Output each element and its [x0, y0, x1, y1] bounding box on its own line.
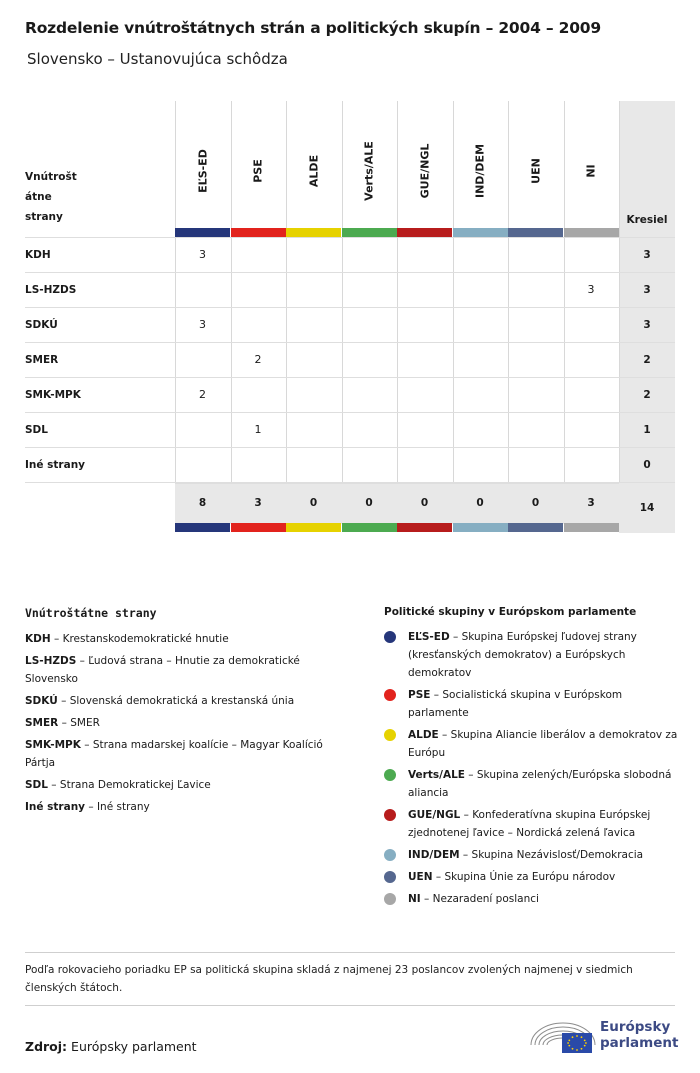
table-row: [25, 237, 675, 273]
table-row: [25, 447, 675, 483]
group-legend-abbr: ALDE: [408, 729, 439, 741]
party-legend-name: Strana madarskej koalície – Magyar Koalíció Pártja: [25, 739, 323, 769]
party-legend-abbr: SMK-MPK: [25, 739, 81, 751]
source-value: Európsky parlament: [71, 1039, 197, 1054]
group-legend-abbr: IND/DEM: [408, 849, 460, 861]
divider-top: [25, 952, 675, 953]
party-legend-name: Slovenská demokratická a krestanská únia: [69, 695, 295, 707]
group-color-bar: [175, 228, 230, 237]
party-legend-item: LS-HZDS – Ľudová strana – Hnutie za demokratické Slovensko: [25, 655, 300, 685]
party-legend-name: Krestanskodemokratické hnutie: [62, 633, 229, 645]
party-label: SDKÚ: [25, 319, 58, 331]
group-total: 0: [420, 497, 429, 509]
party-legend-abbr: SDKÚ: [25, 695, 58, 707]
group-color-bar-bottom: [175, 523, 230, 532]
group-total: 3: [587, 497, 595, 509]
party-legend-item: SMK-MPK – Strana madarskej koalície – Magyar Koalíció Pártja: [25, 739, 323, 769]
group-legend-item: Verts/ALE – Skupina zelených/Európska slobodná aliancia: [384, 766, 679, 802]
group-total: 3: [254, 497, 262, 509]
seat-distribution-table: [25, 101, 675, 533]
group-legend-abbr: PSE: [408, 689, 431, 701]
group-legend-item: UEN – Skupina Únie za Európu národov: [384, 868, 679, 886]
group-total: 8: [198, 497, 207, 509]
political-groups-legend: [384, 606, 679, 912]
group-legend-name: Skupina Únie za Európu národov: [444, 871, 616, 883]
row-total: 2: [643, 389, 651, 401]
group-color-bar-bottom: [508, 523, 563, 532]
group-legend-abbr: GUE/NGL: [408, 809, 461, 821]
party-legend-item: SMER – SMER: [25, 717, 100, 729]
party-label: LS-HZDS: [25, 284, 77, 296]
table-row: [25, 307, 675, 343]
group-color-bar: [286, 228, 341, 237]
party-legend-abbr: Iné strany: [25, 801, 86, 813]
table-row: [25, 377, 675, 413]
party-legend-abbr: SDL: [25, 779, 48, 791]
party-legend-item: KDH – Krestanskodemokratické hnutie: [25, 633, 229, 645]
party-legend-item: SDKÚ – Slovenská demokratická a krestanská únia: [25, 695, 295, 707]
party-label: SDL: [25, 424, 48, 436]
group-legend-item: NI – Nezaradení poslanci: [384, 890, 679, 908]
group-legend-name: Socialistická skupina v Európskom parlamente: [408, 689, 623, 719]
group-column-label: Verts/ALE: [362, 141, 376, 201]
group-legend-item: EĽS-ED – Skupina Európskej ľudovej strany (kresťanských demokratov) a Európskych demokratov: [384, 628, 679, 682]
party-label: KDH: [25, 249, 51, 261]
group-column-header: [175, 101, 230, 229]
row-header-title: Vnútrošt átne strany: [25, 171, 77, 223]
group-color-dot: [384, 729, 396, 741]
group-legend-abbr: Verts/ALE: [408, 769, 465, 781]
table-row: [25, 272, 675, 308]
group-legend-item: IND/DEM – Skupina Nezávislosť/Demokracia: [384, 846, 679, 864]
page-subtitle: Slovensko – Ustanovujúca schôdza: [27, 50, 288, 68]
group-column-header: [286, 101, 341, 229]
group-column-label: EĽS-ED: [196, 149, 209, 193]
group-legend-name: Nezaradení poslanci: [432, 893, 539, 905]
party-legend-name: Strana Demokratickej Ľavice: [59, 779, 211, 791]
group-column-label: UEN: [529, 158, 542, 184]
total-column-header: Kresiel: [626, 214, 668, 226]
group-color-bar-bottom: [564, 523, 619, 532]
group-column-header: [231, 101, 286, 229]
seat-cell: 3: [587, 283, 595, 296]
group-legend-abbr: NI: [408, 893, 421, 905]
group-color-dot: [384, 809, 396, 821]
seat-cell: 3: [199, 318, 206, 331]
group-legend-name: Skupina Európskej ľudovej strany (kresťanských demokratov) a Európskych demokratov: [408, 631, 637, 679]
group-color-bar-bottom: [231, 523, 286, 532]
group-color-bar: [397, 228, 452, 237]
group-color-bar: [231, 228, 286, 237]
row-total: 3: [643, 284, 651, 296]
party-legend-item: SDL – Strana Demokratickej Ľavice: [25, 779, 211, 791]
sum-row: [175, 483, 619, 524]
group-column-label: IND/DEM: [473, 143, 487, 199]
group-color-dot: [384, 769, 396, 781]
group-legend-abbr: UEN: [408, 871, 433, 883]
party-legend-abbr: SMER: [25, 717, 59, 729]
table-row: [25, 412, 675, 448]
political-groups-heading: Politické skupiny v Európskom parlamente: [384, 606, 637, 618]
group-column-header: [564, 101, 619, 229]
table-row-end: [25, 482, 675, 483]
group-total: 0: [476, 497, 484, 509]
group-column-label: ALDE: [307, 154, 320, 188]
grand-total: 14: [639, 502, 655, 514]
group-color-dot: [384, 849, 396, 861]
group-column-label: PSE: [251, 159, 265, 183]
group-color-bar-bottom: [453, 523, 508, 532]
source-label: Zdroj:: [25, 1039, 68, 1054]
group-color-bar: [508, 228, 563, 237]
group-legend-name: Skupina Aliancie liberálov a demokratov za Európu: [408, 729, 678, 759]
party-legend-name: Iné strany: [96, 801, 150, 813]
table-row: [25, 342, 675, 378]
source-line: [25, 1039, 197, 1054]
group-color-bar-bottom: [342, 523, 397, 532]
row-total: 3: [643, 319, 651, 331]
group-column-label: NI: [584, 164, 598, 178]
party-legend-abbr: LS-HZDS: [25, 655, 77, 667]
group-color-bar: [453, 228, 508, 237]
party-label: Iné strany: [25, 459, 86, 471]
group-column-header: [397, 101, 452, 229]
row-total: 1: [643, 424, 651, 436]
party-legend-item: Iné strany – Iné strany: [25, 801, 150, 813]
group-legend-name: Skupina zelených/Európska slobodná aliancia: [408, 769, 672, 799]
national-parties-legend: [25, 606, 345, 820]
group-color-dot: [384, 871, 396, 883]
party-label: SMER: [25, 354, 59, 366]
group-column-header: [453, 101, 508, 229]
group-color-dot: [384, 893, 396, 905]
group-color-dot: [384, 631, 396, 643]
group-color-bar: [564, 228, 619, 237]
seat-cell: 3: [199, 248, 206, 261]
group-column-header: [508, 101, 563, 229]
row-total: 3: [643, 249, 651, 261]
group-total: 0: [309, 497, 318, 509]
group-legend-abbr: EĽS-ED: [408, 631, 450, 643]
logo-text: Európsky parlament: [600, 1019, 679, 1051]
group-legend-item: GUE/NGL – Konfederatívna skupina Európskej zjednotenej ľavice – Nordická zelená ľavica: [384, 806, 679, 842]
group-legend-item: ALDE – Skupina Aliancie liberálov a demokratov za Európu: [384, 726, 679, 762]
seat-cell: 2: [254, 353, 262, 366]
party-legend-abbr: KDH: [25, 633, 51, 645]
group-color-dot: [384, 689, 396, 701]
national-parties-heading: Vnútroštátne strany: [25, 606, 157, 620]
group-color-bar-bottom: [286, 523, 341, 532]
group-legend-name: Skupina Nezávislosť/Demokracia: [471, 849, 644, 861]
group-total: 0: [531, 497, 540, 509]
footnote: Podľa rokovacieho poriadku EP sa politická skupina skladá z najmenej 23 poslancov zvolených najmenej v siedmich členských štátoch.: [25, 964, 633, 994]
group-column-label: GUE/NGL: [418, 143, 431, 199]
party-legend-name: SMER: [70, 717, 100, 729]
group-total: 0: [365, 497, 373, 509]
party-label: SMK-MPK: [25, 389, 81, 401]
group-legend-name: Konfederatívna skupina Európskej zjednotenej ľavice – Nordická zelená ľavica: [408, 809, 651, 839]
group-color-bar-bottom: [397, 523, 452, 532]
group-column-header: [342, 101, 397, 229]
row-total: 2: [643, 354, 651, 366]
party-legend-name: Ľudová strana – Hnutie za demokratické Slovensko: [25, 655, 300, 685]
group-color-bar: [342, 228, 397, 237]
seat-cell: 2: [199, 388, 206, 401]
row-total: 0: [643, 459, 651, 471]
page-title: Rozdelenie vnútroštátnych strán a politických skupín – 2004 – 2009: [25, 19, 601, 37]
group-legend-item: PSE – Socialistická skupina v Európskom parlamente: [384, 686, 679, 722]
seat-cell: 1: [254, 423, 262, 436]
divider-bottom: [25, 1005, 675, 1006]
